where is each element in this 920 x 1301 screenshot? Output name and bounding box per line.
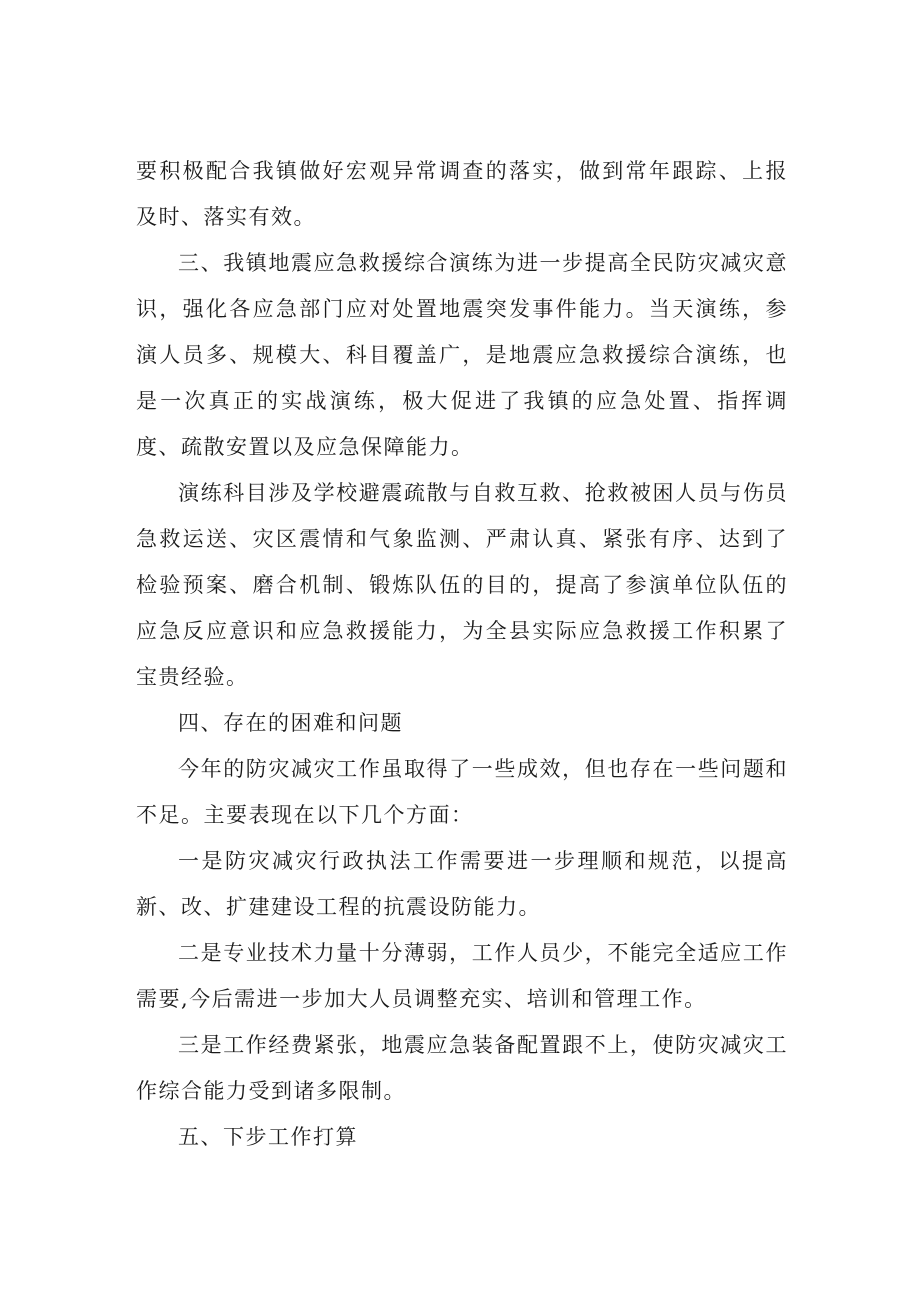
document-body	[136, 148, 788, 1160]
heading-section-four: 四、存在的困难和问题	[178, 711, 403, 735]
paragraph-section-three: 三、我镇地震应急救援综合演练为进一步提高全民防灾减灾意识，强化各应急部门应对处置地震突发事件能力。当天演练，参演人员多、规模大、科目覆盖广，是地震应急救援综合演练，也是一次真正的实战演练，极大促进了我镇的应急处置、指挥调度、疏散安置以及应急保障能力。	[136, 251, 788, 459]
heading-section-five: 五、下步工作打算	[178, 1125, 358, 1149]
paragraph-problem-two: 二是专业技术力量十分薄弱，工作人员少，不能完全适应工作需要,今后需进一步加大人员调整充实、培训和管理工作。	[136, 941, 788, 1011]
paragraph-drill-subjects: 演练科目涉及学校避震疏散与自救互救、抢救被困人员与伤员急救运送、灾区震情和气象监测、严肃认真、紧张有序、达到了检验预案、磨合机制、锻炼队伍的目的，提高了参演单位队伍的应急反应意识和应急救援能力，为全县实际应急救援工作积累了宝贵经验。	[136, 481, 788, 689]
paragraph-problems-intro: 今年的防灾减灾工作虽取得了一些成效，但也存在一些问题和不足。主要表现在以下几个方面：	[136, 757, 788, 827]
paragraph-continuation: 要积极配合我镇做好宏观异常调查的落实，做到常年跟踪、上报及时、落实有效。	[136, 159, 788, 229]
paragraph-problem-one: 一是防灾减灾行政执法工作需要进一步理顺和规范，以提高新、改、扩建建设工程的抗震设防能力。	[136, 849, 788, 919]
paragraph-problem-three: 三是工作经费紧张，地震应急装备配置跟不上，使防灾减灾工作综合能力受到诸多限制。	[136, 1033, 788, 1103]
